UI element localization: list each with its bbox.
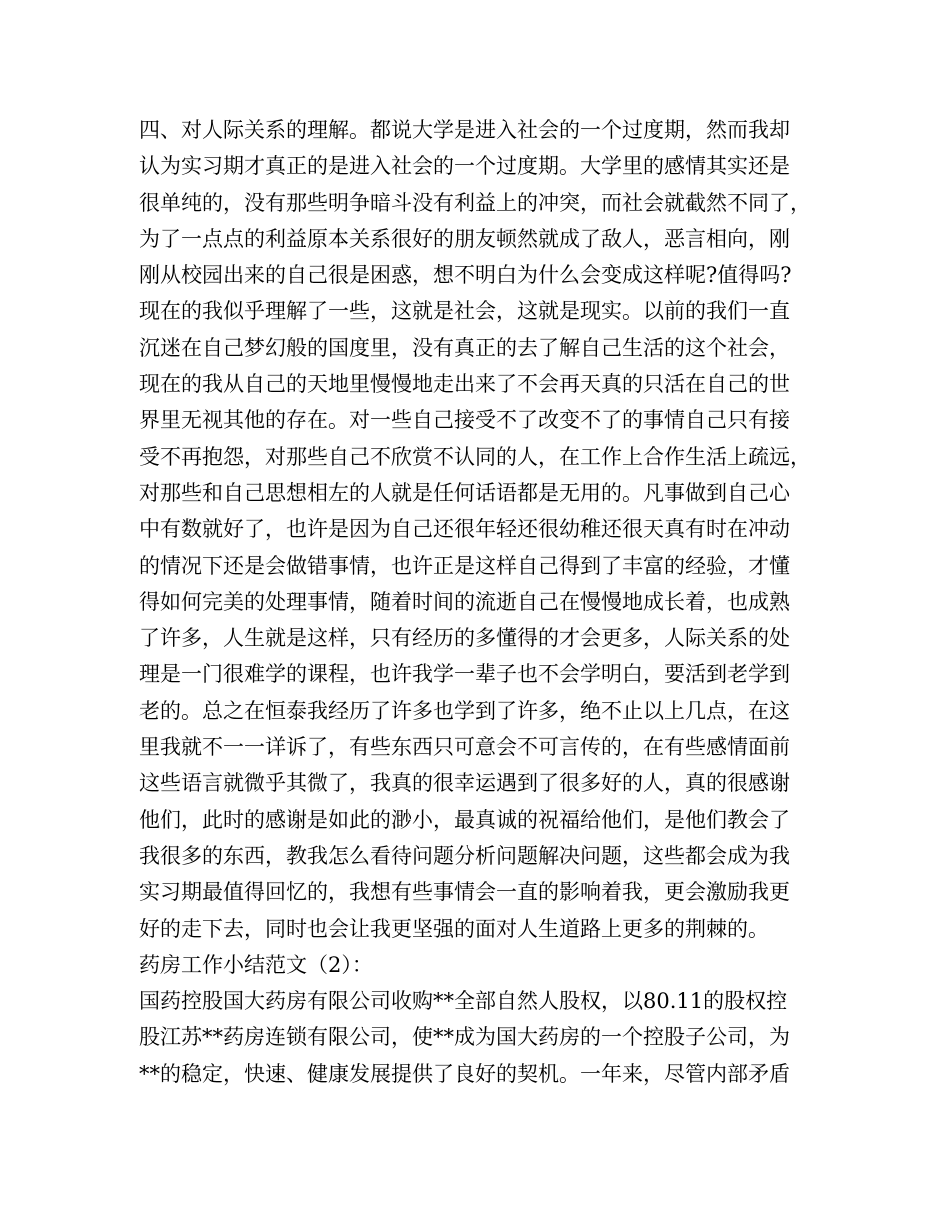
text-line: 我很多的东西，教我怎么看待问题分析问题解决问题，这些都会成为我 [139, 843, 790, 868]
text-line: 国药控股国大药房有限公司收购**全部自然人股权，以80.11的股权控 [139, 989, 788, 1014]
text-line: 得如何完美的处理事情，随着时间的流逝自己在慢慢地成长着，也成熟 [139, 589, 790, 614]
text-line: 理是一门很难学的课程，也许我学一辈子也不会学明白，要活到老学到 [139, 662, 790, 687]
text-line: 的情况下还是会做错事情，也许正是这样自己得到了丰富的经验，才懂 [139, 553, 790, 578]
text-line: 四、对人际关系的理解。都说大学是进入社会的一个过度期，然而我却 [139, 118, 790, 142]
text-line: 受不再抱怨，对那些自己不欣赏不认同的人，在工作上合作生活上疏远， [139, 444, 811, 469]
text-line: 认为实习期才真正的是进入社会的一个过度期。大学里的感情其实还是 [139, 154, 790, 179]
text-line: 他们，此时的感谢是如此的渺小，最真诚的祝福给他们，是他们教会了 [139, 807, 790, 832]
text-line: 很单纯的，没有那些明争暗斗没有利益上的冲突，而社会就截然不同了， [139, 190, 811, 215]
text-line: 为了一点点的利益原本关系很好的朋友顿然就成了敌人，恶言相向，刚 [139, 226, 790, 251]
text-line: 现在的我似乎理解了一些，这就是社会，这就是现实。以前的我们一直 [139, 299, 790, 324]
text-line: 这些语言就微乎其微了，我真的很幸运遇到了很多好的人，真的很感谢 [139, 771, 790, 796]
text-line: 老的。总之在恒泰我经历了许多也学到了许多，绝不止以上几点，在这 [139, 698, 790, 723]
text-line: 现在的我从自己的天地里慢慢地走出来了不会再天真的只活在自己的世 [139, 372, 790, 397]
text-line: 了许多，人生就是这样，只有经历的多懂得的才会更多，人际关系的处 [139, 626, 790, 651]
text-line: 中有数就好了，也许是因为自己还很年轻还很幼稚还很天真有时在冲动 [139, 517, 790, 542]
text-line: 里我就不一一详诉了，有些东西只可意会不可言传的，在有些感情面前 [139, 735, 790, 760]
text-line: 刚从校园出来的自己很是困惑，想不明白为什么会变成这样呢?值得吗? [139, 263, 792, 288]
text-line: 好的走下去，同时也会让我更坚强的面对人生道路上更多的荆棘的。 [139, 916, 769, 941]
text-line: 实习期最值得回忆的，我想有些事情会一直的影响着我，更会激励我更 [139, 880, 790, 905]
text-line: **的稳定，快速、健康发展提供了良好的契机。一年来，尽管内部矛盾 [139, 1061, 790, 1086]
text-line: 沉迷在自己梦幻般的国度里，没有真正的去了解自己生活的这个社会， [139, 335, 790, 360]
text-line: 界里无视其他的存在。对一些自己接受不了改变不了的事情自己只有接 [139, 408, 790, 433]
body-text [139, 112, 829, 1092]
text-line: 对那些和自己思想相左的人就是任何话语都是无用的。凡事做到自己心 [139, 480, 790, 505]
section-heading: 药房工作小结范文（2）： [139, 952, 373, 977]
text-line: 股江苏**药房连锁有限公司，使**成为国大药房的一个控股子公司，为 [139, 1025, 790, 1050]
